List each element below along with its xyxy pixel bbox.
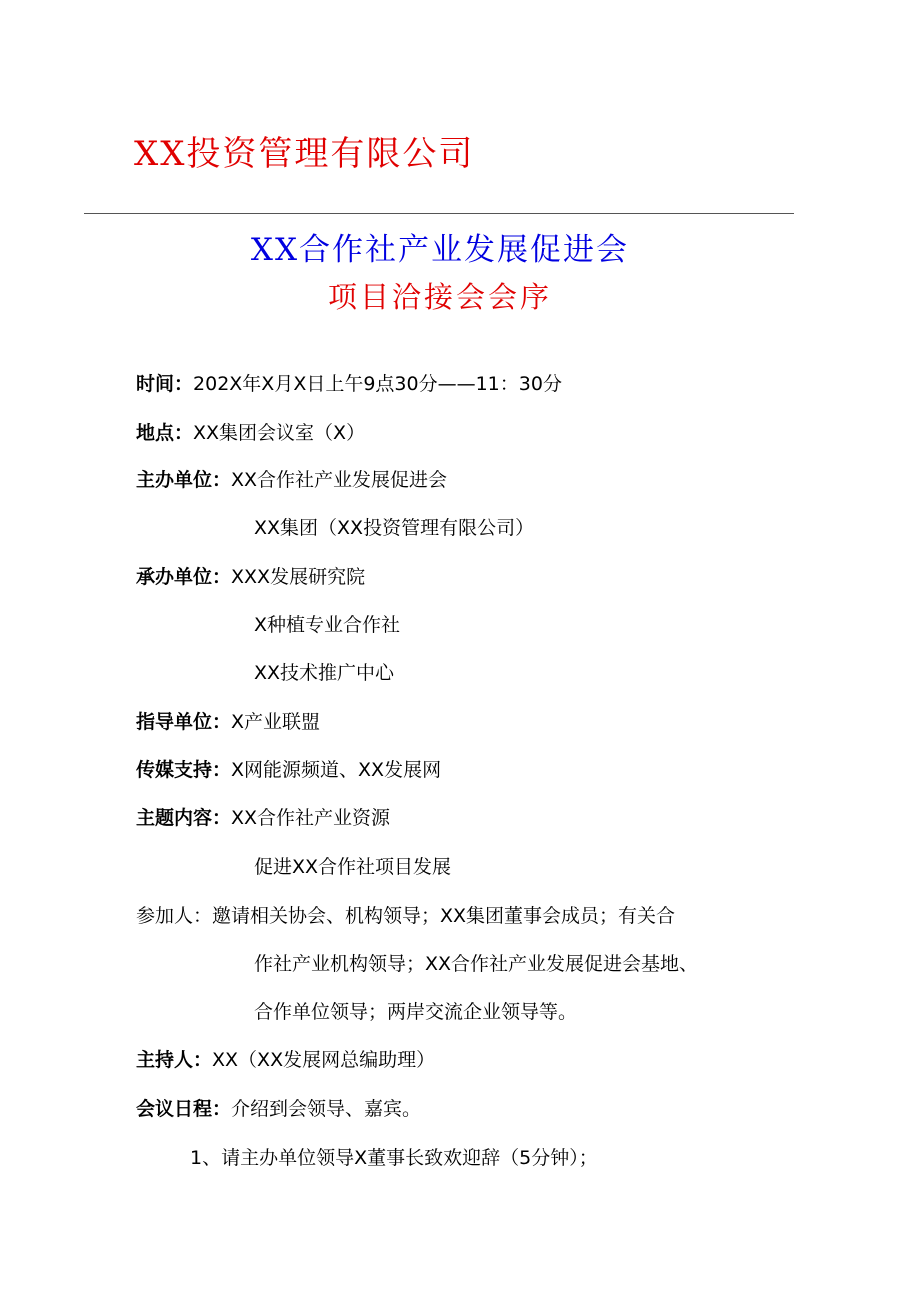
moderator-value: XX（XX发展网总编助理）	[212, 1049, 436, 1071]
guide-value: X产业联盟	[231, 711, 321, 733]
time-row	[136, 372, 562, 396]
organizer-value: XXX发展研究院	[231, 566, 366, 588]
theme-value-2: 促进XX合作社项目发展	[254, 856, 452, 878]
media-value: X网能源频道、XX发展网	[231, 759, 442, 781]
agenda-row	[136, 1097, 421, 1121]
company-name: XX投资管理有限公司	[134, 134, 475, 174]
document-subtitle: 项目洽接会会序	[327, 280, 552, 314]
agenda-value: 介绍到会领导、嘉宾。	[231, 1098, 422, 1120]
time-value: 202X年X月X日上午9点30分——11：30分	[193, 373, 562, 395]
media-label: 传媒支持：	[136, 759, 232, 781]
place-value: XX集团会议室（X）	[193, 422, 366, 444]
guide-row	[136, 710, 320, 734]
theme-label: 主题内容：	[136, 807, 232, 829]
moderator-row	[136, 1048, 435, 1072]
place-label: 地点：	[136, 422, 194, 444]
document-title: XX合作社产业发展促进会	[250, 232, 630, 268]
attendees-value: 邀请相关协会、机构领导；XX集团董事会成员；有关合	[212, 905, 676, 927]
header-divider	[84, 213, 794, 214]
attendees-value-2: 作社产业机构领导；XX合作社产业发展促进会基地、	[254, 953, 699, 975]
agenda-item-1: 1、请主办单位领导X董事长致欢迎辞（5分钟）；	[190, 1147, 598, 1169]
guide-label: 指导单位：	[136, 711, 232, 733]
attendees-value-3: 合作单位领导；两岸交流企业领导等。	[254, 1001, 578, 1023]
organizer-value-3: XX技术推广中心	[254, 662, 395, 684]
organizer-row	[136, 565, 365, 589]
host-label: 主办单位：	[136, 469, 232, 491]
host-value-2: XX集团（XX投资管理有限公司）	[254, 517, 535, 539]
host-value: XX合作社产业发展促进会	[231, 469, 448, 491]
theme-row	[136, 806, 390, 830]
host-row	[136, 468, 447, 492]
agenda-label: 会议日程：	[136, 1098, 232, 1120]
attendees-label: 参加人：	[136, 905, 213, 927]
media-row	[136, 758, 441, 782]
theme-value: XX合作社产业资源	[231, 807, 391, 829]
time-label: 时间：	[136, 373, 194, 395]
attendees-row	[136, 904, 675, 928]
place-row	[136, 421, 365, 445]
organizer-label: 承办单位：	[136, 566, 232, 588]
organizer-value-2: X种植专业合作社	[254, 614, 401, 636]
moderator-label: 主持人：	[136, 1049, 213, 1071]
